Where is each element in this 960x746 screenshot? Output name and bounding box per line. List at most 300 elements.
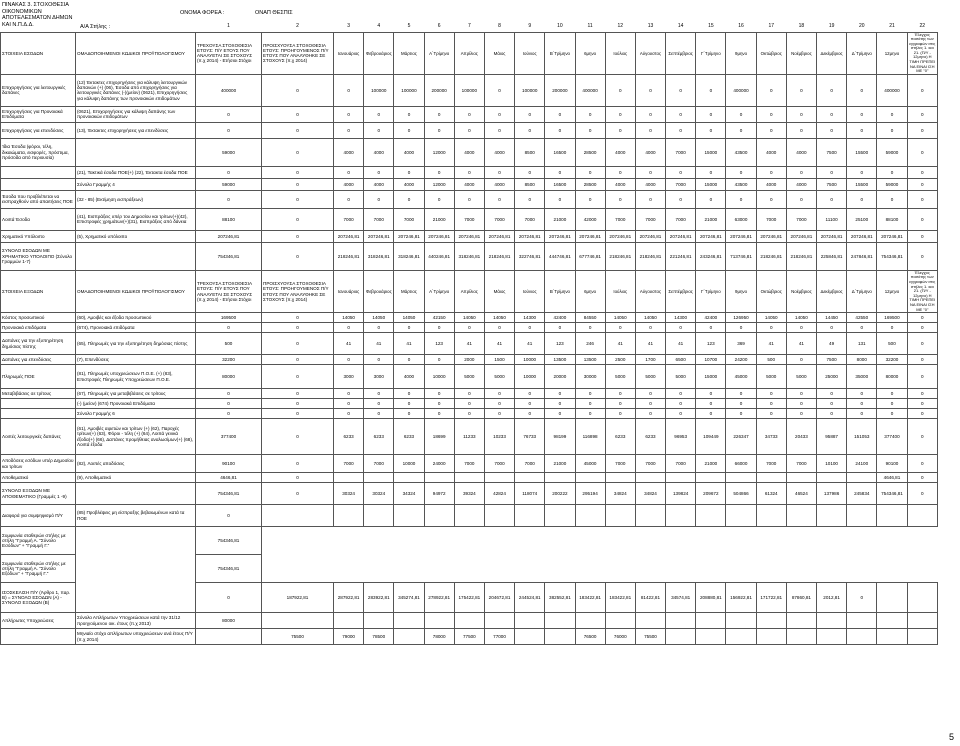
value-cell: 0 xyxy=(575,122,605,138)
value-cell: 0 xyxy=(666,399,696,409)
table-row xyxy=(1,122,938,138)
value-cell: 4000 xyxy=(635,138,665,166)
value-cell: 0 xyxy=(666,166,696,178)
empty-cell xyxy=(756,527,786,555)
value-cell: 4000 xyxy=(756,178,786,190)
month-header: Ιούλιος xyxy=(605,270,635,312)
value-cell: 500 xyxy=(877,333,907,355)
value-cell: 41 xyxy=(515,333,545,355)
empty-cell xyxy=(515,555,545,583)
column-number xyxy=(76,22,196,32)
value-cell: 7000 xyxy=(666,455,696,473)
balance-value: 183422,81 xyxy=(575,583,605,613)
value-cell: 34733 xyxy=(756,419,786,455)
value-cell: 209672 xyxy=(696,483,726,505)
value-cell: 200000 xyxy=(545,74,575,106)
value-cell: 0 xyxy=(424,122,454,138)
value-cell: 0 xyxy=(635,122,665,138)
row-category: Αποθεματικό xyxy=(1,473,76,483)
value-cell xyxy=(424,505,454,527)
value-cell: 0 xyxy=(484,166,514,178)
annual-target: 500 xyxy=(196,333,262,355)
value-cell: 0 xyxy=(515,409,545,419)
value-cell: 14050 xyxy=(756,313,786,323)
value-cell xyxy=(545,505,575,527)
value-cell xyxy=(364,505,394,527)
value-cell: 207246,81 xyxy=(877,230,907,242)
check-header: Έλεγχος ποσότης των εγγραφών στις στήλες 1. και 21. (Π/Υ - 12μηνο) Η ΤΙΜΗ ΠΡΕΠΕΙ ΝΑ ΕΙΝΑΙ ΙΣΗ ΜΕ "0" xyxy=(907,270,937,312)
value-cell: 218246,81 xyxy=(484,242,514,270)
value-cell: 4000 xyxy=(605,138,635,166)
value-cell: 45000 xyxy=(575,455,605,473)
value-cell: 247846,81 xyxy=(847,242,877,270)
value-cell: 0 xyxy=(907,190,937,208)
value-cell: 0 xyxy=(786,166,816,178)
value-cell: 0 xyxy=(262,333,334,355)
value-cell: 0 xyxy=(605,389,635,399)
value-cell: 2500 xyxy=(605,355,635,365)
value-cell: 0 xyxy=(262,419,334,455)
row-category: ΣΥΝΟΛΟ ΕΣΟΔΩΝ ΜΕ ΧΡΗΜΑΤΙΚΟ ΥΠΟΛΟΙΠΟ (Σύνολο Γραμμών 1-7) xyxy=(1,242,76,270)
page-number: 5 xyxy=(948,731,954,742)
column-index-label: Α/Α Στήλης : xyxy=(80,24,110,30)
value-cell: 0 xyxy=(394,389,424,399)
value-cell xyxy=(635,505,665,527)
value-cell: 0 xyxy=(907,106,937,122)
row-category: Λοιπά Έσοδα xyxy=(1,208,76,230)
value-cell: 118074 xyxy=(515,483,545,505)
value-cell: 98199 xyxy=(545,419,575,455)
value-cell xyxy=(696,473,726,483)
value-cell: 0 xyxy=(364,323,394,333)
value-cell: 0 xyxy=(907,483,937,505)
obligations-value xyxy=(756,629,786,645)
value-cell: 45000 xyxy=(726,365,756,389)
value-cell: 94972 xyxy=(424,483,454,505)
value-cell: 95887 xyxy=(817,419,847,455)
value-cell: 0 xyxy=(907,242,937,270)
value-cell: 0 xyxy=(666,323,696,333)
value-cell: 5000 xyxy=(786,365,816,389)
value-cell: 0 xyxy=(907,333,937,355)
value-cell: 0 xyxy=(262,242,334,270)
value-cell: 7000 xyxy=(756,208,786,230)
value-cell: 7000 xyxy=(364,455,394,473)
column-number: 16 xyxy=(738,22,744,29)
balance-value: 2012,81 xyxy=(817,583,847,613)
balance-label: ΙΣΟΣΚΕΛΙΣΗ Π/Υ (Άρθρο 1, παρ. Β) = ΣΥΝΟΛΟ ΕΣΟΔΩΝ (Α) - ΣΥΝΟΛΟ ΕΞΟΔΩΝ (Β) xyxy=(1,583,76,613)
value-cell: 0 xyxy=(817,106,847,122)
value-cell: 0 xyxy=(605,409,635,419)
value-cell: 41 xyxy=(605,333,635,355)
value-cell: 0 xyxy=(424,166,454,178)
value-cell: 0 xyxy=(394,323,424,333)
value-cell: 24200 xyxy=(726,355,756,365)
obligations-value xyxy=(364,613,394,629)
value-cell: 0 xyxy=(394,409,424,419)
empty-cell xyxy=(605,555,635,583)
row-codes: (12) Έκτακτες επιχορηγήσεις για κάλυψη λειτουργικών δαπανών (+) (06), Έσοδα από επιχορηγήσεις για λειτουργικές δαπάνες (-)(μείον) (0621), Επιχορηγήσεις για κάλυψη δαπάνης των προνοιακών επιδομάτων xyxy=(76,74,196,106)
row-category xyxy=(1,399,76,409)
value-cell: 0 xyxy=(545,122,575,138)
annual-target: 0 xyxy=(196,166,262,178)
empty-cell xyxy=(394,527,424,555)
column-number: 7 xyxy=(467,22,471,29)
value-cell: 0 xyxy=(394,122,424,138)
value-cell: 21000 xyxy=(696,455,726,473)
value-cell: 0 xyxy=(262,138,334,166)
month-header: Β΄Τρίμηνο xyxy=(545,270,575,312)
row-category: Αποδόσεις εσόδων υπέρ Δημοσίου και τρίτων xyxy=(1,455,76,473)
value-cell: 10000 xyxy=(424,365,454,389)
value-cell: 7000 xyxy=(364,208,394,230)
value-cell: 500 xyxy=(756,355,786,365)
obligations-value xyxy=(877,629,907,645)
balance-value: 204672,81 xyxy=(484,583,514,613)
value-cell: 10000 xyxy=(515,355,545,365)
value-cell: 0 xyxy=(334,355,364,365)
value-cell: 0 xyxy=(847,399,877,409)
empty-cell xyxy=(635,555,665,583)
value-cell: 0 xyxy=(545,323,575,333)
value-cell: 25100 xyxy=(847,208,877,230)
value-cell: 0 xyxy=(907,409,937,419)
value-cell xyxy=(454,505,484,527)
obligations-value xyxy=(394,629,424,645)
row-category: Ίδια Έσοδα (φόροι, τέλη, δικαιώματα, εισφορές, πρόστιμα, πρόσοδα από περιουσία) xyxy=(1,138,76,166)
value-cell: 0 xyxy=(786,74,816,106)
value-cell: 207246,81 xyxy=(635,230,665,242)
value-cell: 4000 xyxy=(756,138,786,166)
month-header: Αύγουστος xyxy=(635,32,665,74)
empty-cell xyxy=(696,527,726,555)
value-cell: 7000 xyxy=(515,455,545,473)
value-cell: 24000 xyxy=(424,455,454,473)
value-cell: 18699 xyxy=(424,419,454,455)
value-cell xyxy=(696,505,726,527)
annual-target: 754346,81 xyxy=(196,483,262,505)
balance-value: 382552,81 xyxy=(545,583,575,613)
value-cell: 59000 xyxy=(877,178,907,190)
value-cell: 4000 xyxy=(454,178,484,190)
value-cell: 0 xyxy=(605,399,635,409)
obligations-row xyxy=(1,629,938,645)
value-cell: 207246,81 xyxy=(484,230,514,242)
value-cell: 14050 xyxy=(364,313,394,323)
value-cell xyxy=(726,505,756,527)
current-target-header: ΤΡΕΧΟΥΣΑ ΣΤΟΧΟΘΕΣΙΑ ΕΤΟΥΣ: Π/Υ ΕΤΟΥΣ ΠΟΥ ΑΝΑΛΥΕΤΑΙ ΣΕ ΣΤΟΧΟΥΣ (π.χ 2014) - Ετήσιοι Στόχοι xyxy=(196,270,262,312)
row-category: Μεταβιβάσεις σε τρίτους xyxy=(1,389,76,399)
obligations-value: 78500 xyxy=(364,629,394,645)
annual-target: 0 xyxy=(196,323,262,333)
value-cell: 14050 xyxy=(484,313,514,323)
value-cell: 15000 xyxy=(696,178,726,190)
empty-cell xyxy=(575,527,605,555)
value-cell: 10233 xyxy=(484,419,514,455)
value-cell: 123 xyxy=(696,333,726,355)
balance-value: 183422,81 xyxy=(605,583,635,613)
value-cell: 207246,81 xyxy=(364,230,394,242)
value-cell: 218246,81 xyxy=(786,242,816,270)
month-header: Β΄Τρίμηνο xyxy=(545,32,575,74)
value-cell xyxy=(484,505,514,527)
month-header: Μάιος xyxy=(484,32,514,74)
summary-label: Συμφωνία σταθερών στήλης με στήλη "Γραμμή Α. "Σύνολο Εσόδων" + "Γραμμή Γ." xyxy=(1,527,76,555)
value-cell: 207246,81 xyxy=(786,230,816,242)
value-cell: 10000 xyxy=(394,455,424,473)
value-cell: 4000 xyxy=(394,138,424,166)
value-cell: 0 xyxy=(575,106,605,122)
value-cell: 754346,81 xyxy=(877,242,907,270)
month-header: Γ΄Τρίμηνο xyxy=(696,270,726,312)
value-cell: 0 xyxy=(545,389,575,399)
value-cell: 754346,81 xyxy=(877,483,907,505)
table-row xyxy=(1,455,938,473)
column-number: 2 xyxy=(296,22,299,29)
value-cell: 21000 xyxy=(545,208,575,230)
value-cell: 0 xyxy=(262,365,334,389)
value-cell: 207246,81 xyxy=(394,230,424,242)
annual-target: 0 xyxy=(196,106,262,122)
value-cell: 0 xyxy=(756,323,786,333)
value-cell: 42150 xyxy=(424,313,454,323)
value-cell: 0 xyxy=(907,166,937,178)
value-cell: 369 xyxy=(726,333,756,355)
value-cell: 0 xyxy=(635,74,665,106)
value-cell: 7000 xyxy=(515,208,545,230)
value-cell: 14050 xyxy=(394,313,424,323)
table-row xyxy=(1,313,938,323)
value-cell: 7000 xyxy=(756,455,786,473)
month-header: Μάρτιος xyxy=(394,32,424,74)
table-row xyxy=(1,505,938,527)
value-cell: 8500 xyxy=(515,178,545,190)
column-number: 9 xyxy=(528,22,532,29)
value-cell: 30324 xyxy=(334,483,364,505)
column-number: 10 xyxy=(557,22,563,29)
value-cell: 0 xyxy=(454,166,484,178)
value-cell: 322746,81 xyxy=(515,242,545,270)
value-cell: 0 xyxy=(877,190,907,208)
balance-value: 0 xyxy=(847,583,877,613)
value-cell: 0 xyxy=(424,409,454,419)
value-cell: 34324 xyxy=(394,483,424,505)
month-header: Ιούλιος xyxy=(605,32,635,74)
value-cell: 7000 xyxy=(666,178,696,190)
value-cell: 0 xyxy=(786,399,816,409)
value-cell: 0 xyxy=(334,106,364,122)
value-cell: 100000 xyxy=(515,74,545,106)
value-cell: 0 xyxy=(847,389,877,399)
value-cell: 0 xyxy=(907,419,937,455)
value-cell: 0 xyxy=(484,122,514,138)
value-cell xyxy=(756,473,786,483)
table-row xyxy=(1,166,938,178)
value-cell: 0 xyxy=(786,409,816,419)
value-cell: 0 xyxy=(877,389,907,399)
value-cell: 116898 xyxy=(575,419,605,455)
value-cell: 0 xyxy=(817,399,847,409)
value-cell: 34824 xyxy=(605,483,635,505)
value-cell: 7000 xyxy=(484,455,514,473)
value-cell: 4000 xyxy=(635,178,665,190)
value-cell: 46524 xyxy=(786,483,816,505)
value-cell: 0 xyxy=(484,106,514,122)
value-cell: 25000 xyxy=(817,365,847,389)
value-cell: 123 xyxy=(545,333,575,355)
balance-value: 278922,81 xyxy=(424,583,454,613)
value-cell: 0 xyxy=(756,389,786,399)
value-cell: 0 xyxy=(484,389,514,399)
value-cell: 0 xyxy=(726,166,756,178)
value-cell: 4000 xyxy=(334,178,364,190)
annual-target: 59000 xyxy=(196,138,262,166)
value-cell: 0 xyxy=(454,106,484,122)
row-category: Επιχορηγήσεις για Προνοιακά Επιδόματα xyxy=(1,106,76,122)
value-cell: 0 xyxy=(364,399,394,409)
balance-value: 208880,81 xyxy=(696,583,726,613)
value-cell: 0 xyxy=(454,399,484,409)
month-header: Σεπτέμβριος xyxy=(666,270,696,312)
value-cell xyxy=(605,505,635,527)
value-cell: 10700 xyxy=(696,355,726,365)
value-cell: 0 xyxy=(454,389,484,399)
value-cell: 12000 xyxy=(424,138,454,166)
value-cell: 0 xyxy=(364,190,394,208)
value-cell: 218246,81 xyxy=(334,242,364,270)
balance-value: 345274,81 xyxy=(394,583,424,613)
value-cell: 0 xyxy=(907,455,937,473)
value-cell xyxy=(666,505,696,527)
empty-cell xyxy=(76,583,196,613)
row-codes: (41), Εισπράξεις υπέρ του Δημοσίου και τρίτων(+)(42), Επιστροφές χρημάτων(+)(31), Εισπράξεις από δάνεια xyxy=(76,208,196,230)
obligations-label xyxy=(1,629,76,645)
previous-target-header: ΠΡΟΙΣΧΥΟΥΣΑ ΣΤΟΧΟΘΕΣΙΑ ΕΤΟΥΣ: ΠΡΟΗΓΟΥΜΕΝΟΣ Π/Υ ΕΤΟΥΣ ΠΟΥ ΑΝΑΛΥΘΗΚΕ ΣΕ ΣΤΟΧΟΥΣ (π.χ 2014) xyxy=(262,32,334,74)
balance-row xyxy=(1,583,938,613)
row-category: Δαπάνες για επενδύσεις xyxy=(1,355,76,365)
value-cell: 0 xyxy=(847,190,877,208)
value-cell: 4000 xyxy=(484,178,514,190)
value-cell: 207246,81 xyxy=(454,230,484,242)
value-cell: 0 xyxy=(696,399,726,409)
value-cell xyxy=(605,473,635,483)
value-cell: 400000 xyxy=(575,74,605,106)
header-line: ΠΙΝΑΚΑΣ 3. ΣΤΟΧΟΘΕΣΙΑ xyxy=(2,2,69,8)
value-cell: 207246,81 xyxy=(424,230,454,242)
value-cell: 0 xyxy=(334,323,364,333)
value-cell: 15000 xyxy=(696,365,726,389)
value-cell: 504866 xyxy=(726,483,756,505)
value-cell: 207246,81 xyxy=(666,230,696,242)
value-cell: 0 xyxy=(907,389,937,399)
empty-cell xyxy=(484,527,514,555)
value-cell: 0 xyxy=(726,122,756,138)
column-number: 12 xyxy=(617,22,624,29)
value-cell: 207246,81 xyxy=(817,230,847,242)
value-cell: 0 xyxy=(394,190,424,208)
value-cell: 43500 xyxy=(726,138,756,166)
month-header: Δεκέμβριος xyxy=(817,32,847,74)
value-cell: 0 xyxy=(575,166,605,178)
value-cell: 0 xyxy=(515,190,545,208)
month-header: Α΄Τρίμηνο xyxy=(424,270,454,312)
value-cell: 30324 xyxy=(364,483,394,505)
value-cell: 0 xyxy=(756,399,786,409)
expense_header-header-row xyxy=(1,270,938,312)
value-cell: 0 xyxy=(262,323,334,333)
value-cell: 400000 xyxy=(877,74,907,106)
value-cell: 4000 xyxy=(364,138,394,166)
value-cell: 42400 xyxy=(696,313,726,323)
value-cell: 0 xyxy=(394,106,424,122)
row-codes: (85) Προβλέψεις μη είσπραξης βεβαιωμένων κατά τα ΠΟΕ xyxy=(76,505,196,527)
value-cell: 6233 xyxy=(334,419,364,455)
row-codes: (7), Επενδύσεις xyxy=(76,355,196,365)
value-cell: 41 xyxy=(484,333,514,355)
month-header: Απρίλιος xyxy=(454,270,484,312)
row-codes xyxy=(76,138,196,166)
obligations-desc: Σύνολο Απλήρωτων Υποχρεώσεων κατά την 31/12 προηγούμενου οικ. έτους (π.χ 2013) xyxy=(76,613,196,629)
value-cell: 207246,81 xyxy=(334,230,364,242)
value-cell: 0 xyxy=(696,323,726,333)
value-cell: 7000 xyxy=(635,208,665,230)
value-cell: 39324 xyxy=(454,483,484,505)
annual-target: 169500 xyxy=(196,313,262,323)
obligations-value xyxy=(877,613,907,629)
empty-cell xyxy=(334,555,364,583)
value-cell: 0 xyxy=(484,190,514,208)
value-cell: 0 xyxy=(847,323,877,333)
value-cell: 41 xyxy=(786,333,816,355)
value-cell: 0 xyxy=(666,122,696,138)
value-cell: 42550 xyxy=(847,313,877,323)
value-cell: 16500 xyxy=(545,178,575,190)
obligations-value: 79000 xyxy=(334,629,364,645)
value-cell: 0 xyxy=(515,399,545,409)
value-cell: 0 xyxy=(364,389,394,399)
value-cell: 207246,81 xyxy=(847,230,877,242)
value-cell: 0 xyxy=(907,208,937,230)
value-cell: 13500 xyxy=(575,355,605,365)
empty-cell xyxy=(605,527,635,555)
value-cell: 0 xyxy=(605,190,635,208)
column-number xyxy=(1,22,76,32)
value-cell: 444746,81 xyxy=(545,242,575,270)
value-cell: 295194 xyxy=(575,483,605,505)
value-cell xyxy=(424,473,454,483)
row-codes: (81), Πληρωμές υποχρεώσεων Π.Ο.Ε. (+) (83), Επιστροφές Πληρωμές Υποχρεώσεων Π.Ο.Ε. xyxy=(76,365,196,389)
row-category xyxy=(1,166,76,178)
value-cell xyxy=(575,505,605,527)
annual-target: 0 xyxy=(196,122,262,138)
value-cell: 41 xyxy=(454,333,484,355)
value-cell: 0 xyxy=(817,190,847,208)
value-cell: 200000 xyxy=(424,74,454,106)
value-cell: 15000 xyxy=(696,138,726,166)
value-cell: 7000 xyxy=(666,208,696,230)
value-cell: 207246,81 xyxy=(515,230,545,242)
value-cell: 14050 xyxy=(786,313,816,323)
month-header: Οκτώβριος xyxy=(756,270,786,312)
obligations-value xyxy=(907,613,937,629)
value-cell: 7000 xyxy=(454,455,484,473)
empty-cell xyxy=(364,527,394,555)
value-cell: 0 xyxy=(877,166,907,178)
value-cell: 0 xyxy=(334,389,364,399)
month-header: Φεβρουάριος xyxy=(364,32,394,74)
row-codes xyxy=(76,483,196,505)
month-header: Δ΄Τρίμηνο xyxy=(847,270,877,312)
